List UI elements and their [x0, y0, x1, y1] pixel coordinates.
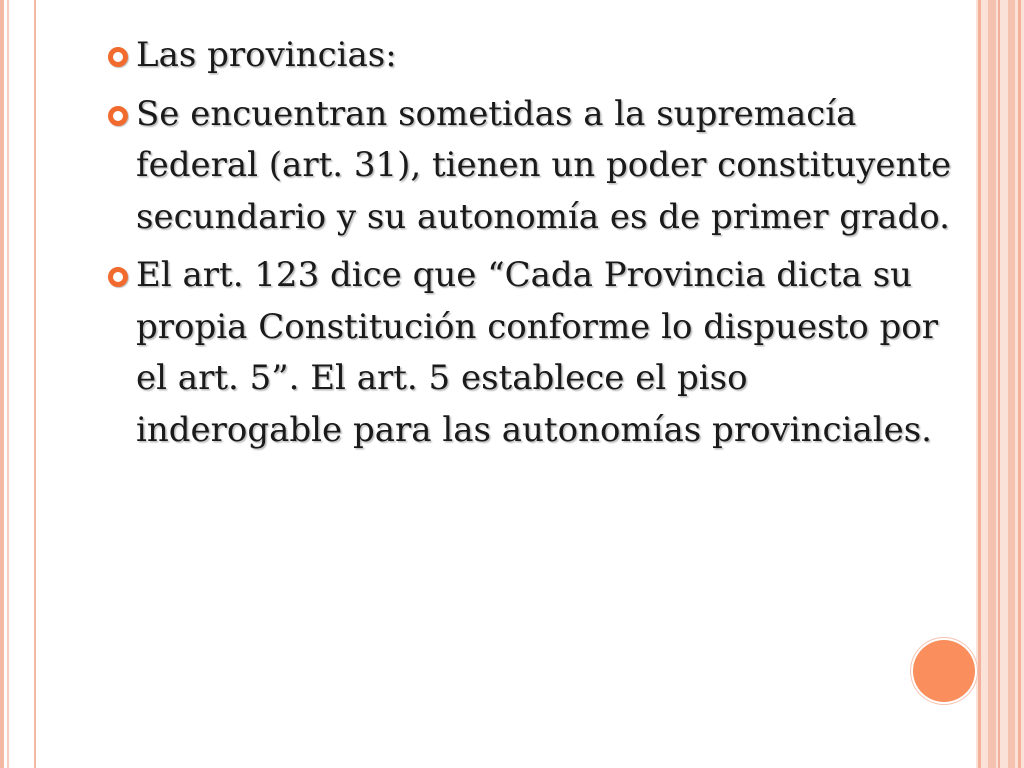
bullet-item: [104, 89, 964, 244]
bullet-text: Se encuentran sometidas a la supremacía federal (art. 31), tienen un poder constituyente secundario y su autonomía es de primer grado.: [136, 93, 952, 237]
band-stripe: [1008, 0, 1015, 768]
band-stripe: [1018, 0, 1021, 768]
left-frame-decoration: [0, 0, 38, 768]
bullet-text: Las provincias:: [136, 35, 397, 75]
slide-body: [104, 30, 964, 463]
frame-stripe: [7, 0, 9, 768]
frame-stripe: [34, 0, 36, 768]
bullet-text: El art. 123 dice que “Cada Provincia dicta su propia Constitución conforme lo dispuesto por el art. 5”. El art. 5 establece el piso inderogable para las autonomías provinciales.: [136, 255, 939, 450]
band-stripe: [978, 0, 981, 768]
bullet-icon: [108, 106, 128, 126]
right-band-decoration: [976, 0, 1024, 768]
bullet-icon: [108, 267, 128, 287]
frame-stripe: [0, 0, 4, 768]
orange-circle-decoration: [913, 640, 975, 702]
bullet-item: [104, 30, 964, 82]
bullet-icon: [108, 47, 128, 67]
bullet-item: [104, 250, 964, 456]
band-stripe: [998, 0, 1000, 768]
band-stripe: [988, 0, 996, 768]
